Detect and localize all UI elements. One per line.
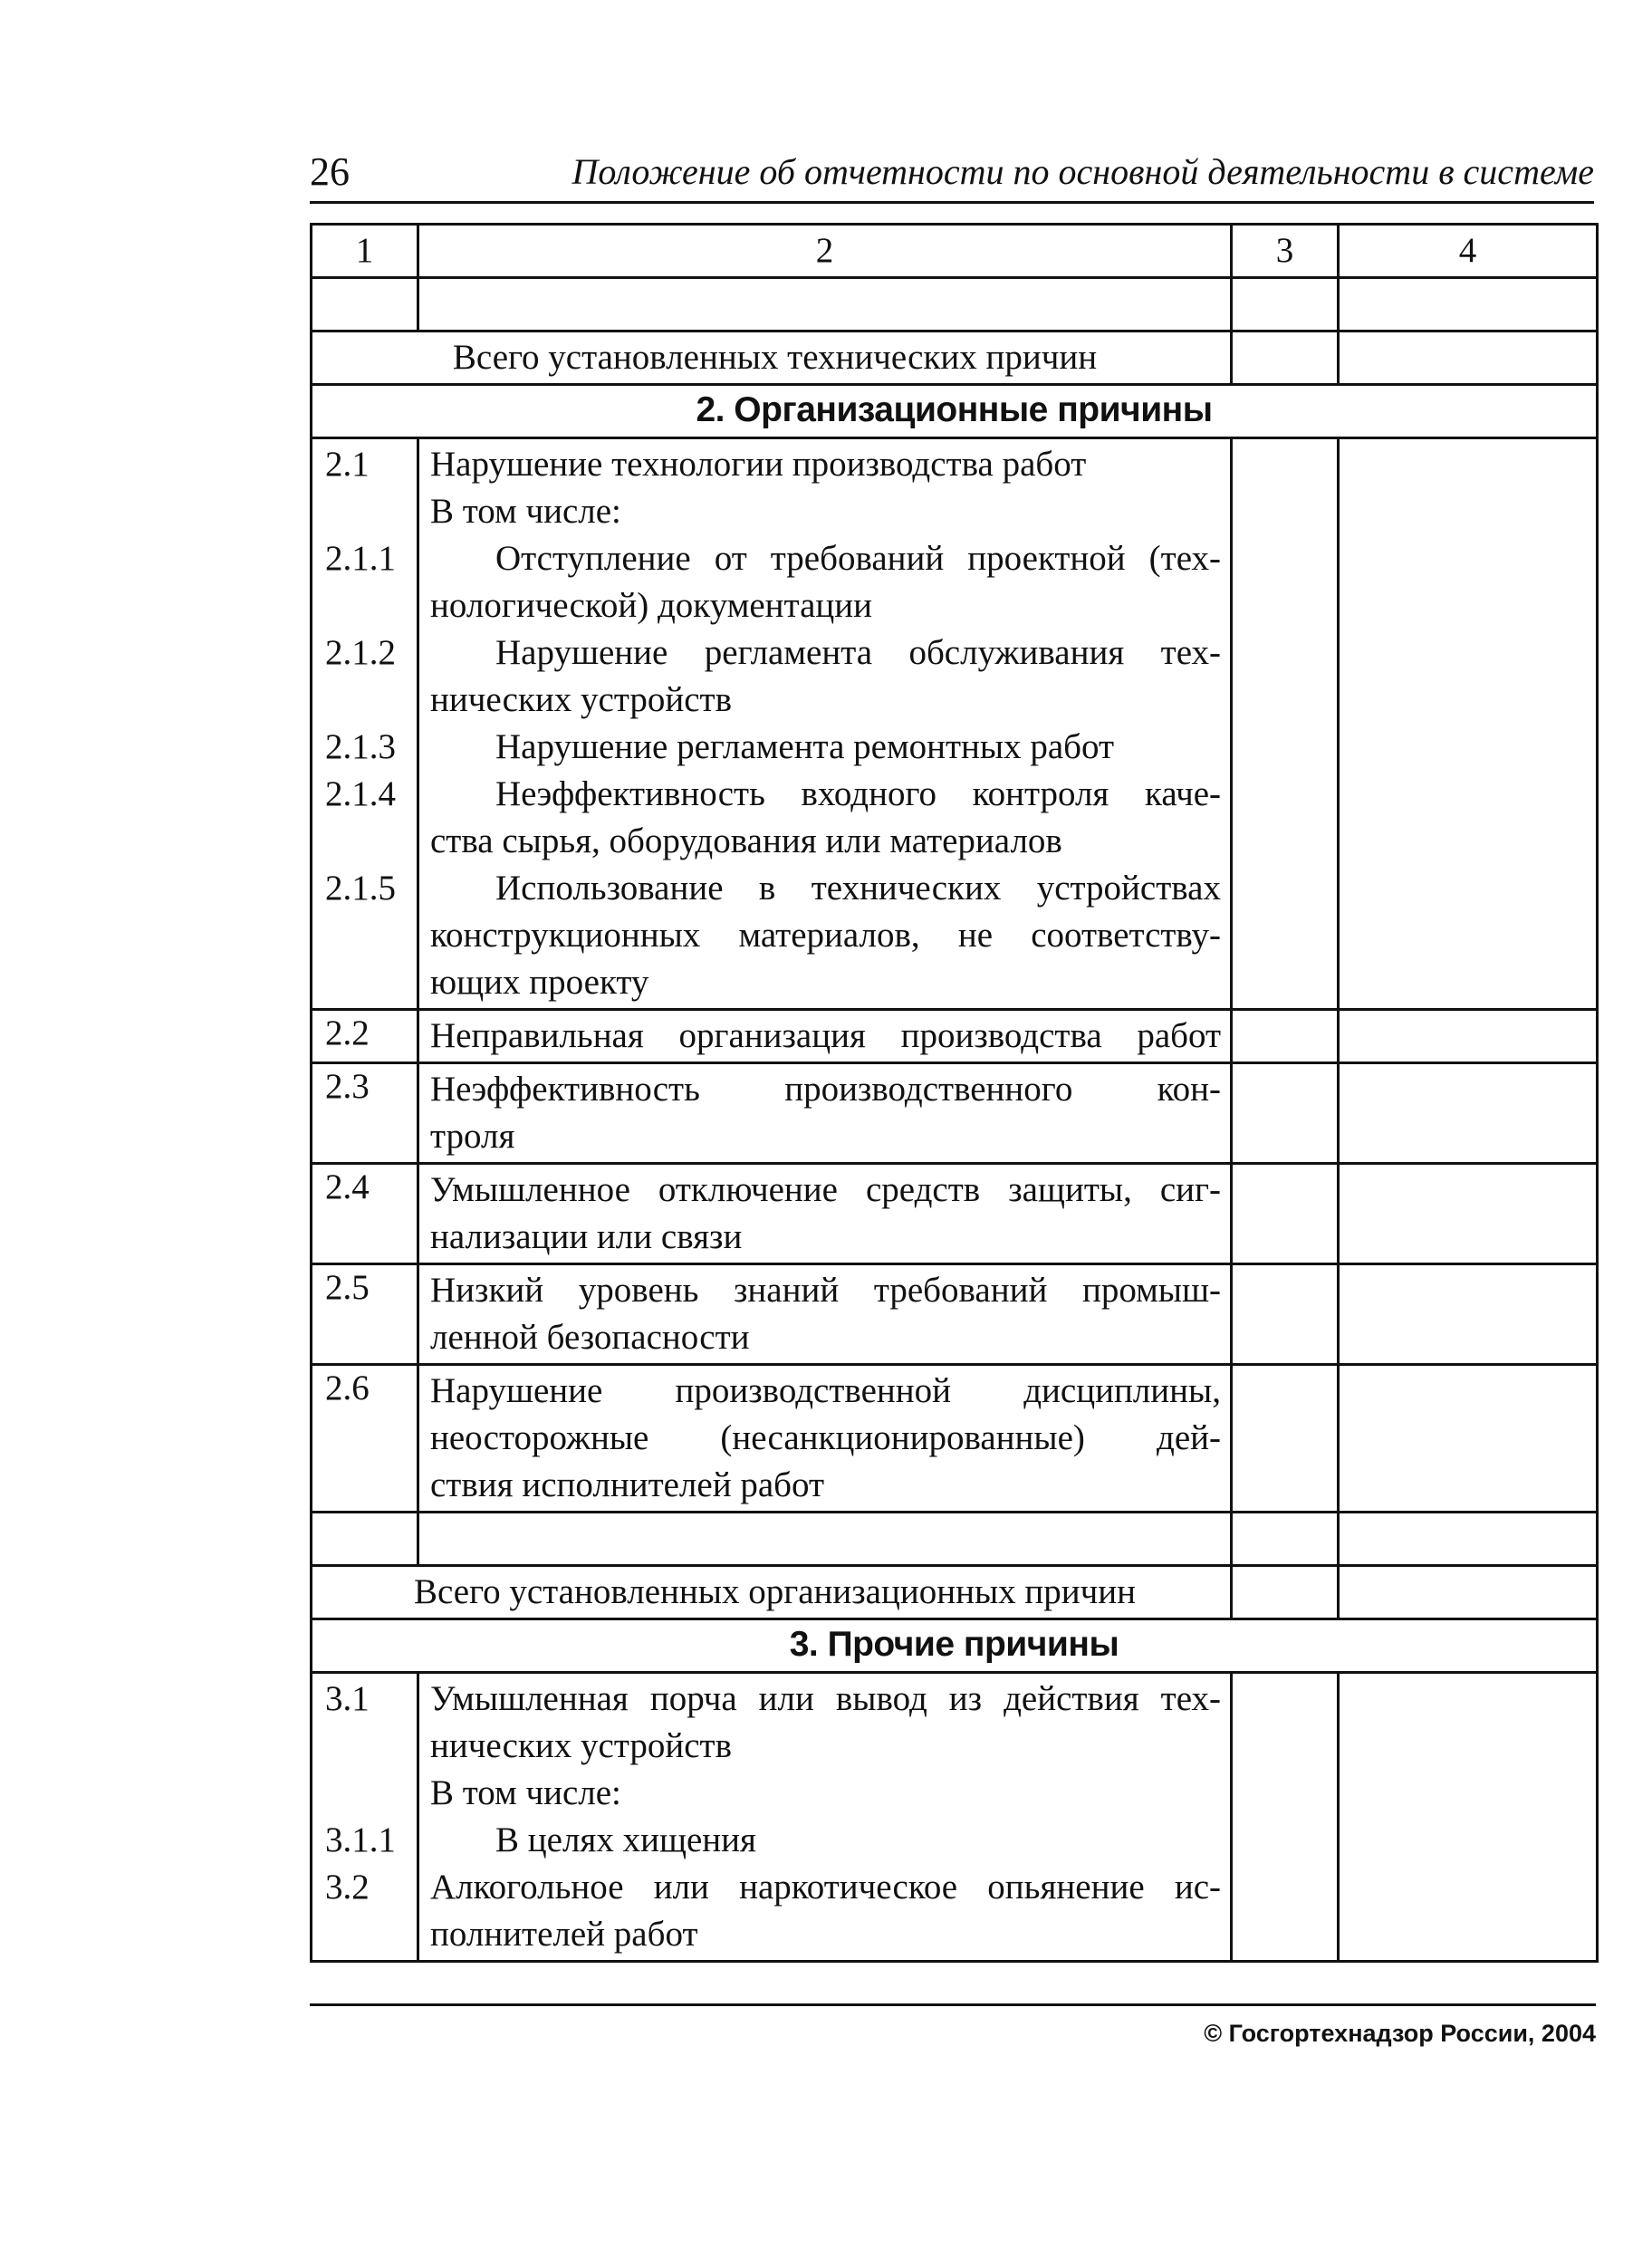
blank-cell [1339, 1513, 1598, 1566]
value-cell [1232, 1164, 1339, 1264]
copyright-notice: © Госгортехнадзор России, 2004 [1204, 2020, 1596, 2047]
total-organizational-label: Всего установленных организационных причин [312, 1566, 1232, 1619]
row-number: 3.1 [325, 1679, 370, 1718]
footer-rule [310, 2003, 1596, 2006]
row-text: нологической) документации [430, 586, 872, 625]
table-row [312, 1264, 1598, 1365]
column-header-3: 3 [1232, 225, 1339, 278]
value-cell [1339, 1365, 1598, 1513]
row-text-cell [418, 1673, 1232, 1962]
value-cell [1232, 1566, 1339, 1619]
row-text: В целях хищения [495, 1820, 756, 1859]
row-number: 2.4 [312, 1164, 418, 1264]
row-text: Алкогольное или наркотическое опьянение ис- [430, 1868, 1221, 1907]
row-text-cell [418, 1264, 1232, 1365]
value-cell [1232, 1365, 1339, 1513]
row-number: 2.1 [325, 445, 370, 484]
value-cell [1232, 331, 1339, 385]
row-number: 2.5 [312, 1264, 418, 1365]
row-text-cell [418, 1063, 1232, 1164]
row-number: 3.1.1 [325, 1820, 396, 1859]
row-number: 2.1.5 [325, 869, 396, 908]
blank-cell [418, 278, 1232, 331]
row-text: Умышленное отключение средств защиты, сиг- [430, 1170, 1221, 1209]
row-text: Неправильная организация производства работ [430, 1016, 1221, 1055]
row-text: Неэффективность производственного кон- [430, 1070, 1221, 1109]
row-text: ленной безопасности [430, 1318, 750, 1357]
blank-cell [1339, 278, 1598, 331]
row-number: 2.1.1 [325, 539, 396, 578]
row-text: Отступление от требований проектной (тех- [495, 539, 1221, 578]
table-row [312, 1010, 1598, 1063]
column-header-row [312, 225, 1598, 278]
value-cell [1339, 331, 1598, 385]
blank-cell [1232, 278, 1339, 331]
row-text: Умышленная порча или вывод из действия тех- [430, 1679, 1221, 1718]
blank-row [312, 278, 1598, 331]
total-row [312, 331, 1598, 385]
row-text: нических устройств [430, 680, 732, 719]
row-text: В том числе: [430, 492, 621, 531]
row-text: троля [430, 1117, 515, 1156]
blank-cell [312, 1513, 418, 1566]
row-number: 3.2 [325, 1868, 370, 1907]
row-text: ющих проекту [430, 963, 649, 1002]
column-header-4: 4 [1339, 225, 1598, 278]
section-3-title: 3. Прочие причины [312, 1619, 1598, 1673]
row-number: 2.1.2 [325, 633, 396, 672]
section-row [312, 385, 1598, 438]
section-row [312, 1619, 1598, 1673]
value-cell [1339, 1264, 1598, 1365]
row-number: 2.1.3 [325, 727, 396, 766]
row-text-cell [418, 438, 1232, 1010]
row-text: Использование в технических устройствах [495, 869, 1221, 908]
row-text: нических устройств [430, 1726, 732, 1765]
value-cell [1339, 1566, 1598, 1619]
value-cell [1232, 1063, 1339, 1164]
value-cell [1339, 1164, 1598, 1264]
row-text-cell [418, 1010, 1232, 1063]
value-cell [1232, 1010, 1339, 1063]
value-cell [1339, 438, 1598, 1010]
column-header-2: 2 [418, 225, 1232, 278]
blank-row [312, 1513, 1598, 1566]
row-number: 2.3 [312, 1063, 418, 1164]
row-text-cell [418, 1365, 1232, 1513]
row-text: Нарушение регламента обслуживания тех- [495, 633, 1221, 672]
total-technical-label: Всего установленных технических причин [312, 331, 1232, 385]
value-cell [1232, 1264, 1339, 1365]
row-text: Неэффективность входного контроля каче- [495, 774, 1221, 813]
row-text: нализации или связи [430, 1217, 743, 1256]
section-2-title: 2. Организационные причины [312, 385, 1598, 438]
row-number: 2.2 [312, 1010, 418, 1063]
total-row [312, 1566, 1598, 1619]
table-row [312, 438, 1598, 1010]
blank-cell [312, 278, 418, 331]
row-text: Низкий уровень знаний требований промыш- [430, 1271, 1221, 1310]
row-number: 2.1.4 [325, 774, 396, 813]
column-header-1: 1 [312, 225, 418, 278]
row-text: ствия исполнителей работ [430, 1465, 824, 1504]
blank-cell [1232, 1513, 1339, 1566]
value-cell [1232, 1673, 1339, 1962]
causes-table [310, 223, 1599, 1963]
row-text: конструкционных материалов, не соответству- [430, 916, 1221, 955]
table-row [312, 1164, 1598, 1264]
row-number-cell [312, 1673, 418, 1962]
row-text: ства сырья, оборудования или материалов [430, 821, 1062, 860]
value-cell [1339, 1063, 1598, 1164]
table-row [312, 1365, 1598, 1513]
row-text: Нарушение производственной дисциплины, [430, 1371, 1221, 1410]
table-row [312, 1673, 1598, 1962]
row-text: В том числе: [430, 1773, 621, 1812]
value-cell [1339, 1673, 1598, 1962]
row-text: Нарушение регламента ремонтных работ [495, 727, 1115, 766]
value-cell [1339, 1010, 1598, 1063]
row-text: неосторожные (несанкционированные) дей- [430, 1418, 1221, 1457]
row-text: полнителей работ [430, 1915, 698, 1954]
row-text: Нарушение технологии производства работ [430, 445, 1087, 484]
row-number-cell [312, 438, 418, 1010]
page-number: 26 [310, 149, 350, 194]
row-number: 2.6 [312, 1365, 418, 1513]
row-text-cell [418, 1164, 1232, 1264]
page-header [310, 145, 1594, 204]
running-title: Положение об отчетности по основной деятельности в системе [571, 151, 1594, 192]
blank-cell [418, 1513, 1232, 1566]
table-row [312, 1063, 1598, 1164]
value-cell [1232, 438, 1339, 1010]
